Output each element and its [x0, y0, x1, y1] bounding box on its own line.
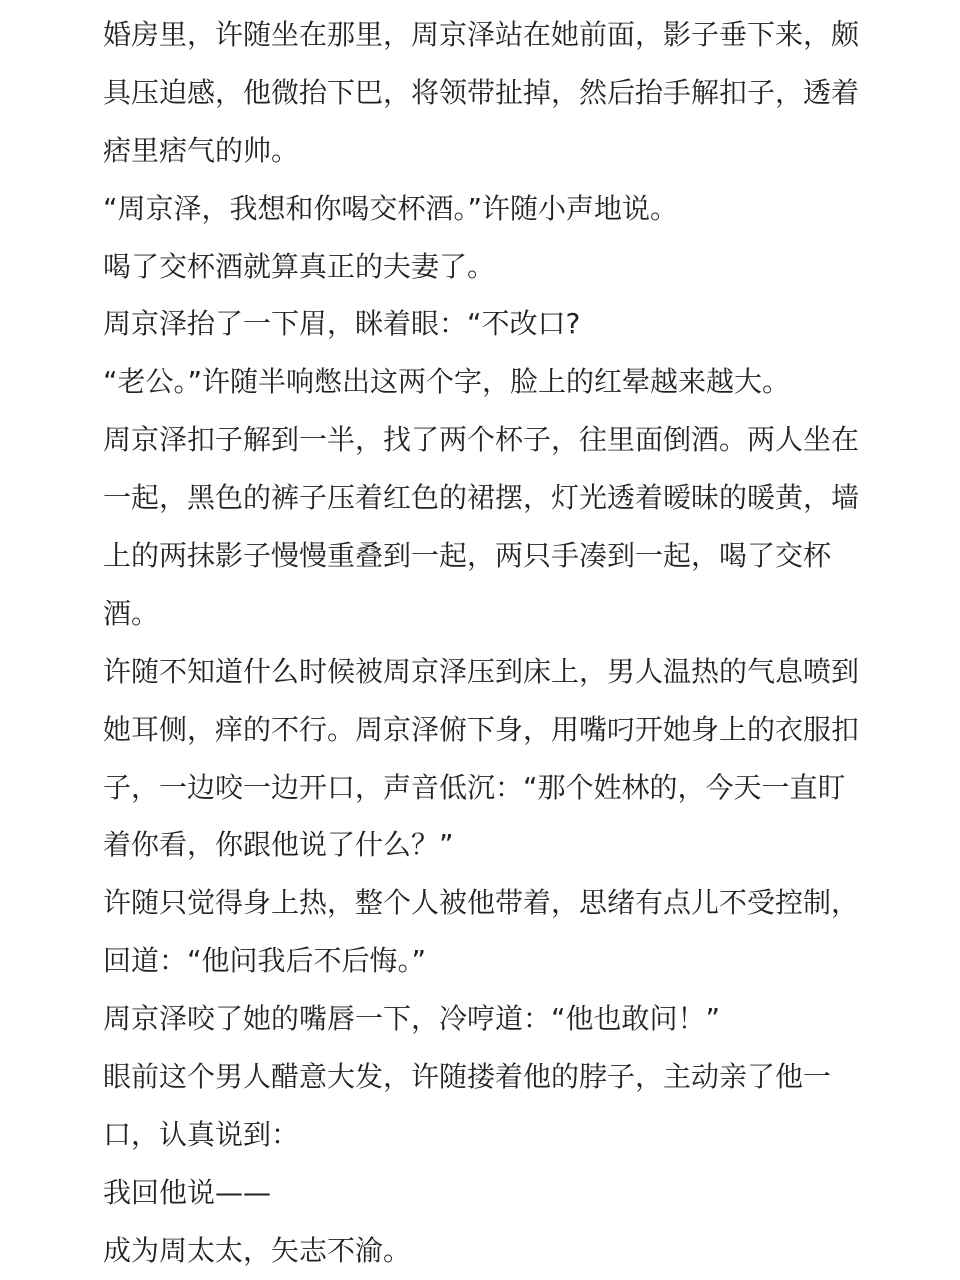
text-line: 许随只觉得身上热，整个人被他带着，思绪有点儿不受控制， [103, 886, 860, 920]
text-line: “周京泽，我想和你喝交杯酒。”许随小声地说。 [103, 191, 679, 225]
text-line: 一起，黑色的裤子压着红色的裙摆，灯光透着暧昧的暖黄，墙 [103, 481, 860, 515]
text-line: 酒。 [103, 596, 160, 630]
text-line: 周京泽抬了一下眉，眯着眼：“不改口? [103, 307, 581, 341]
text-line: 口，认真说到： [103, 1117, 300, 1151]
text-line: 着你看，你跟他说了什么？” [103, 828, 454, 862]
story-text [103, 6, 903, 1280]
text-line: 眼前这个男人醋意大发，许随搂着他的脖子，主动亲了他一 [103, 1060, 832, 1094]
text-line: 婚房里，许随坐在那里，周京泽站在她前面，影子垂下来，颇 [103, 18, 860, 51]
text-line: 周京泽咬了她的嘴唇一下，冷哼道：“他也敢问！” [103, 1002, 721, 1036]
text-line: 成为周太太，矢志不渝。 [103, 1233, 412, 1267]
text-line: 喝了交杯酒就算真正的夫妻了。 [103, 249, 496, 283]
text-line: 上的两抹影子慢慢重叠到一起，两只手凑到一起，喝了交杯 [103, 539, 832, 573]
text-line: 我回他说—— [103, 1175, 272, 1209]
text-line: 子，一边咬一边开口，声音低沉：“那个姓林的，今天一直盯 [103, 770, 846, 804]
text-line: 许随不知道什么时候被周京泽压到床上，男人温热的气息喷到 [103, 654, 860, 688]
text-line: “老公。”许随半响憋出这两个字，脸上的红晕越来越大。 [103, 365, 791, 399]
text-line: 周京泽扣子解到一半，找了两个杯子，往里面倒酒。两人坐在 [103, 423, 860, 457]
text-line: 回道：“他问我后不后悔。” [103, 944, 427, 978]
text-line: 她耳侧，痒的不行。周京泽俯下身，用嘴叼开她身上的衣服扣 [103, 712, 860, 746]
text-line: 痞里痞气的帅。 [103, 133, 300, 167]
text-line: 具压迫感，他微抬下巴，将领带扯掉，然后抬手解扣子，透着 [103, 75, 860, 109]
